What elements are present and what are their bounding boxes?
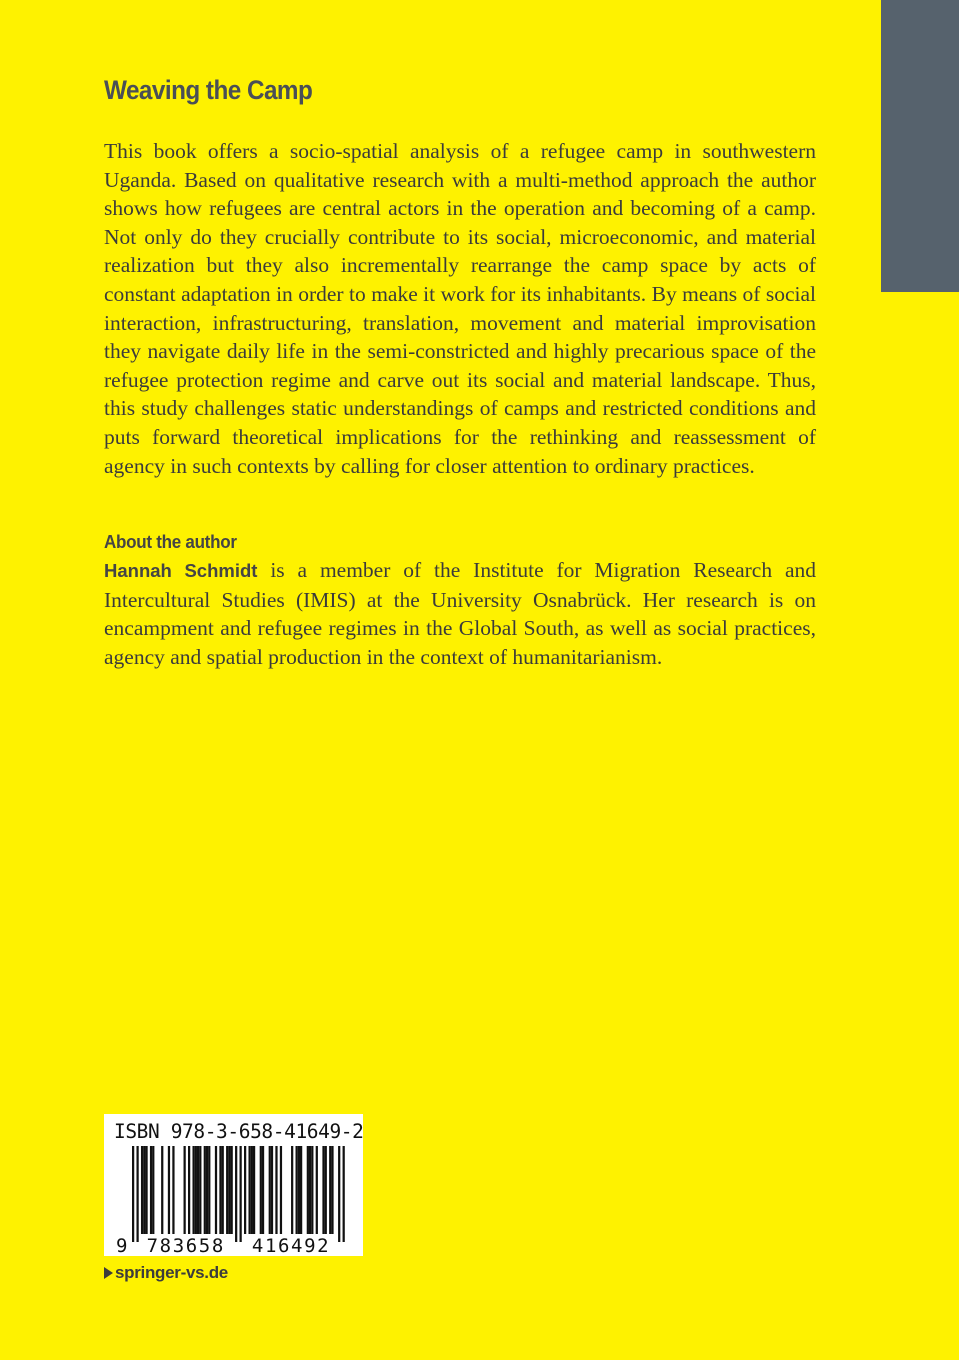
barcode-bar: [132, 1146, 134, 1242]
barcode-bar: [204, 1146, 206, 1234]
side-color-tab: [881, 0, 959, 292]
barcode-bar: [248, 1146, 250, 1234]
barcode-bar: [141, 1146, 143, 1234]
barcode-bar: [143, 1146, 145, 1234]
barcode-bar: [226, 1146, 228, 1234]
barcode-bar: [269, 1146, 271, 1234]
barcode-bar: [329, 1146, 331, 1234]
barcode-bar: [199, 1146, 201, 1234]
barcode-bar: [253, 1146, 255, 1234]
barcode-bar: [298, 1146, 300, 1234]
barcode-digits-right: 416492: [251, 1235, 331, 1256]
barcode-bar: [307, 1146, 309, 1234]
barcode-bar: [235, 1146, 237, 1242]
barcode-bar: [316, 1146, 318, 1234]
author-bio: is a member of the Institute for Migration Research and Intercultural Studies (IMIS) at the University Osnabrück. Her research is on encampment and refugee regimes in the Global South, as well as social practices, agency and spatial production in the context of humanitarianism.: [104, 558, 816, 669]
publisher-url: springer-vs.de: [115, 1263, 228, 1282]
barcode-bar: [331, 1146, 333, 1234]
barcode-bar: [136, 1146, 138, 1242]
barcode-bar: [343, 1146, 345, 1242]
barcode-bar: [152, 1146, 154, 1234]
barcode-bar: [271, 1146, 273, 1234]
barcode-bar: [231, 1146, 233, 1234]
book-blurb: This book offers a socio-spatial analysis of a refugee camp in southwestern Uganda. Based on qualitative research with a multi-method approach the author shows how refugees are central actors in the operation and becoming of a camp. Not only do they crucially contribute to its social, microeconomic, and material realization but they also incrementally rearrange the camp space by acts of constant adaptation in order to make it work for its inhabitants. By means of social interaction, infrastructuring, translation, movement and material improvisation they navigate daily life in the semi-constricted and highly precarious space of the refugee protection regime and carve out its social and material landscape. Thus, this study challenges static understandings of camps and restricted conditions and puts forward theoretical implications for the rethinking and reassessment of agency in such contexts by calling for closer attention to ordinary practices.: [104, 139, 816, 478]
barcode-bar: [219, 1146, 221, 1234]
barcode-bar: [161, 1146, 163, 1234]
barcode-digits-left: 783658: [146, 1235, 225, 1256]
publisher-link[interactable]: [104, 1262, 228, 1284]
barcode-bar: [291, 1146, 293, 1234]
barcode-bar: [309, 1146, 311, 1234]
isbn-label: ISBN 978-3-658-41649-2: [114, 1120, 364, 1143]
barcode-bar: [228, 1146, 230, 1234]
barcode-bar: [206, 1146, 208, 1234]
barcode-bar: [197, 1146, 199, 1234]
barcode-bar: [172, 1146, 174, 1234]
author-name: Hannah Schmidt: [104, 560, 258, 581]
barcode-bar: [322, 1146, 324, 1234]
arrow-right-icon: [104, 1267, 113, 1279]
barcode-bar: [192, 1146, 194, 1234]
barcode-bar: [168, 1146, 170, 1234]
barcode-bar: [244, 1146, 246, 1234]
barcode-bar: [240, 1146, 242, 1242]
barcode-bar: [275, 1146, 277, 1234]
about-author-heading: About the author: [104, 531, 237, 552]
barcode-bar: [222, 1146, 224, 1234]
book-title: Weaving the Camp: [104, 75, 313, 105]
barcode-bar: [184, 1146, 186, 1234]
barcode-bar: [300, 1146, 302, 1234]
barcode-bar: [215, 1146, 217, 1234]
barcode-bar: [280, 1146, 282, 1234]
barcode-bar: [296, 1146, 298, 1234]
barcode-bar: [311, 1146, 313, 1234]
barcode-bar: [188, 1146, 190, 1234]
barcode-bar: [208, 1146, 210, 1234]
barcode-bar: [195, 1146, 197, 1234]
barcode-bar: [145, 1146, 147, 1234]
barcode-digit-lead: 9: [116, 1235, 128, 1256]
barcode-bar: [150, 1146, 152, 1234]
isbn-barcode: [104, 1114, 363, 1256]
barcode-bar: [325, 1146, 327, 1234]
barcode-icon: [104, 1114, 363, 1256]
barcode-bar: [260, 1146, 262, 1234]
barcode-bar: [338, 1146, 340, 1242]
author-bio-paragraph: [104, 556, 816, 671]
barcode-bar: [251, 1146, 253, 1234]
barcode-bar: [262, 1146, 264, 1234]
